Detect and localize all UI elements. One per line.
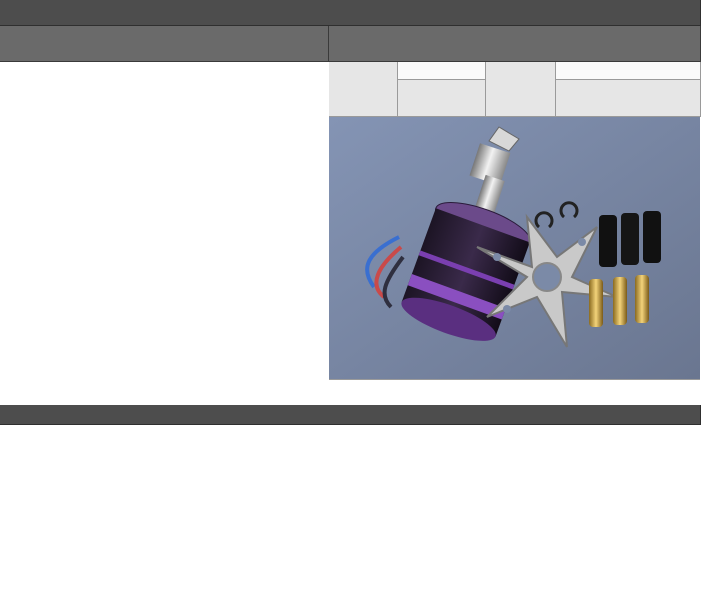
max-thrust-label: [486, 62, 556, 117]
motor-photo: [329, 117, 700, 380]
recommended-prop-header: [329, 26, 701, 62]
max-thrust-prop-2: [556, 80, 701, 117]
page-title: [0, 0, 701, 26]
standard-prop-1: [398, 62, 486, 80]
motor-kit-illustration: [329, 117, 700, 379]
standard-prop-2: [398, 80, 486, 117]
technical-datas-header: [0, 26, 329, 62]
standard-label: [329, 62, 398, 117]
max-thrust-prop-1: [556, 62, 701, 80]
test-table-title: [0, 405, 701, 425]
